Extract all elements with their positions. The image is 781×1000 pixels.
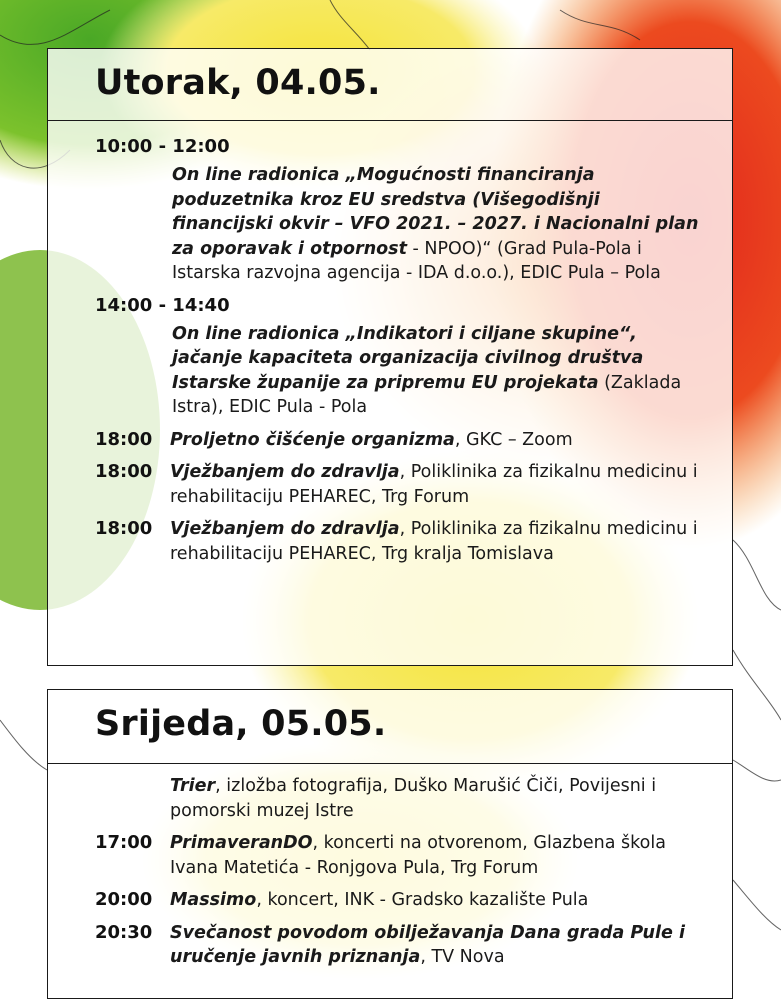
- event-list: [48, 121, 732, 566]
- event-description: [170, 831, 732, 880]
- time-slot: [95, 135, 732, 286]
- event-details: (Zaklada Istra), EDIC Pula - Pola: [172, 372, 682, 417]
- event-details: , koncerti na otvorenom, Glazbena škola Ivana Matetića - Ronjgova Pula, Trg Forum: [170, 833, 666, 878]
- event-description: [170, 460, 732, 509]
- event-title: Svečanost povodom obilježavanja Dana grada Pule i uručenje javnih priznanja: [170, 922, 685, 967]
- event-row: [95, 831, 732, 880]
- event-title: PrimaveranDO: [170, 833, 313, 853]
- event-details: , Poliklinika za fizikalnu medicinu i rehabilitaciju PEHAREC, Trg kralja Tomislava: [170, 519, 698, 564]
- event-title: Proljetno čišćenje organizma: [170, 429, 455, 450]
- time-slot: [95, 294, 732, 420]
- event-details: , izložba fotografija, Duško Marušić Čiči, Povijesni i pomorski muzej Istre: [170, 776, 657, 821]
- slot-description: [95, 163, 732, 286]
- event-details: , koncert, INK - Gradsko kazalište Pula: [256, 890, 589, 910]
- event-details: , TV Nova: [420, 947, 505, 967]
- event-time: 18:00: [95, 428, 153, 450]
- event-time: 17:00: [95, 832, 153, 853]
- day-panel-wednesday: [47, 689, 733, 999]
- event-row: [95, 921, 732, 970]
- event-list: [48, 764, 732, 970]
- event-time: 18:00: [95, 461, 153, 482]
- event-description: [170, 428, 732, 453]
- event-description: [170, 517, 732, 566]
- event-details: , GKC – Zoom: [454, 429, 573, 450]
- event-title: Trier: [170, 776, 216, 796]
- day-panel-tuesday: [47, 48, 733, 666]
- event-title: On line radionica „Mogućnosti financiranja poduzetnika kroz EU sredstva (Višegodišnji financijski okvir – VFO 2021. – 2027. i Nacionalni plan za oporavak i otpornost: [172, 165, 699, 259]
- event-row: [95, 888, 732, 913]
- slot-time: 14:00 - 14:40: [95, 294, 230, 316]
- event-row: [95, 460, 732, 509]
- day-title: Srijeda, 05.05.: [48, 690, 732, 764]
- event-description: [170, 774, 732, 823]
- event-time: 20:00: [95, 889, 153, 910]
- event-title: On line radionica „Indikatori i ciljane skupine“, jačanje kapaciteta organizacija civilnog društva Istarske županije za pripremu EU projekata: [172, 323, 644, 393]
- event-time: 18:00: [95, 518, 153, 539]
- event-time: 20:30: [95, 921, 153, 943]
- event-description: [170, 888, 732, 913]
- day-title: Utorak, 04.05.: [48, 49, 732, 121]
- event-row: [95, 517, 732, 566]
- event-title: Massimo: [170, 890, 257, 910]
- slot-time: 10:00 - 12:00: [95, 136, 230, 157]
- slot-description: [95, 322, 732, 420]
- event-row: [95, 428, 732, 453]
- event-title: Vježbanjem do zdravlja: [170, 462, 400, 482]
- event-details: - NPOO)“ (Grad Pula-Pola i Istarska razvojna agencija - IDA d.o.o.), EDIC Pula – Pola: [172, 238, 661, 283]
- event-title: Vježbanjem do zdravlja: [170, 519, 400, 539]
- event-row: [95, 774, 732, 823]
- event-description: [170, 921, 732, 970]
- event-details: , Poliklinika za fizikalnu medicinu i rehabilitaciju PEHAREC, Trg Forum: [170, 462, 698, 507]
